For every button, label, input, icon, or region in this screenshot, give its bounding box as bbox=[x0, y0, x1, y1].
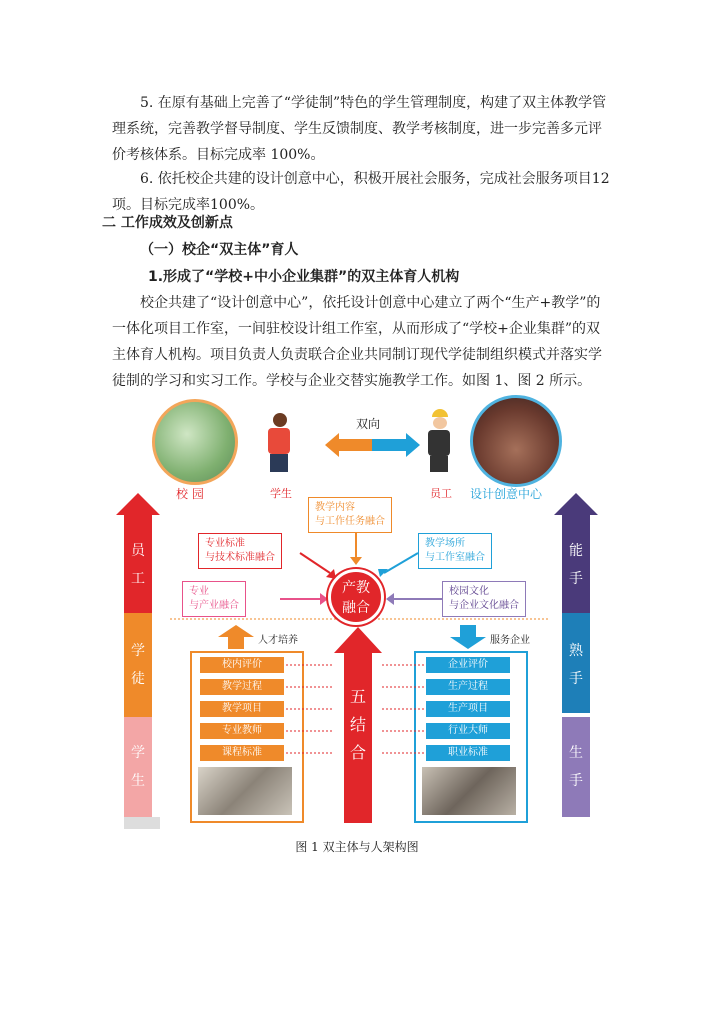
box-standard: 专业标准 与技术标准融合 bbox=[198, 533, 282, 569]
left-bar-text-1: 员 bbox=[131, 543, 145, 559]
talent-training-label: 人才培养 bbox=[258, 635, 298, 646]
architecture-figure bbox=[100, 393, 614, 833]
five-combine-text-3: 合 bbox=[349, 743, 366, 762]
figure-caption: 图 1 双主体与人架构图 bbox=[295, 840, 419, 854]
left-list-item-1: 校内评价 bbox=[200, 657, 284, 673]
heading-section-2: 二 工作成效及创新点 bbox=[102, 215, 233, 231]
box-place: 教学场所 与工作室融合 bbox=[418, 533, 492, 569]
five-combine-text-1: 五 bbox=[349, 687, 366, 706]
paragraph-6: 6. 依托校企共建的设计创意中心，积极开展社会服务，完成社会服务项目12项。目标完成率100%。 bbox=[112, 171, 610, 213]
box-teaching-content: 教学内容 与工作任务融合 bbox=[308, 497, 392, 533]
left-bar-text-5: 学 bbox=[131, 745, 145, 761]
right-bar-text-4: 手 bbox=[569, 671, 583, 687]
bidirectional-label: 双向 bbox=[356, 417, 381, 431]
right-bar-text-1: 能 bbox=[569, 543, 583, 559]
center-integration-circle: 产教 融合 bbox=[328, 569, 384, 625]
right-bar-text-2: 手 bbox=[569, 571, 583, 587]
left-list-item-3: 教学项目 bbox=[200, 701, 284, 717]
heading-subsection-1: （一）校企“双主体”育人 bbox=[140, 242, 299, 258]
left-bar-text-4: 徒 bbox=[131, 671, 145, 687]
paragraph-5: 5. 在原有基础上完善了“学徒制”特色的学生管理制度，构建了双主体教学管理系统，完善教学督导制度、学生反馈制度、教学考核制度，进一步完善多元评价考核体系。目标完成率 100%。 bbox=[112, 95, 607, 163]
right-list-item-2: 生产过程 bbox=[426, 679, 510, 695]
left-bar-text-6: 生 bbox=[131, 773, 145, 789]
right-list-item-4: 行业大师 bbox=[426, 723, 510, 739]
service-enterprise-label: 服务企业 bbox=[490, 635, 530, 646]
right-list-item-3: 生产项目 bbox=[426, 701, 510, 717]
right-list-item-5: 职业标准 bbox=[426, 745, 510, 761]
design-center-label: 设计创意中心 bbox=[470, 487, 543, 501]
left-list-item-4: 专业教师 bbox=[200, 723, 284, 739]
box-culture: 校园文化 与企业文化融合 bbox=[442, 581, 526, 617]
right-list-item-1: 企业评价 bbox=[426, 657, 510, 673]
right-bar-text-3: 熟 bbox=[569, 643, 583, 659]
heading-item-1: 1.形成了“学校+中小企业集群”的双主体育人机构 bbox=[148, 269, 460, 285]
employee-label: 员工 bbox=[430, 487, 452, 500]
student-label: 学生 bbox=[270, 487, 292, 500]
right-bar-text-5: 生 bbox=[569, 745, 583, 761]
left-list-item-2: 教学过程 bbox=[200, 679, 284, 695]
left-bar-text-2: 工 bbox=[131, 571, 145, 587]
campus-label: 校 园 bbox=[176, 487, 204, 501]
left-list-item-5: 课程标准 bbox=[200, 745, 284, 761]
left-bar-text-3: 学 bbox=[131, 643, 145, 659]
five-combine-text-2: 结 bbox=[349, 715, 366, 734]
box-major: 专业 与产业融合 bbox=[182, 581, 246, 617]
paragraph-body: 校企共建了“设计创意中心”，依托设计创意中心建立了两个“生产+教学”的一体化项目工作室，一间驻校设计组工作室，从而形成了“学校+企业集群”的双主体育人机构。项目负责人负责联合企业共同制订现代学徒制组织模式并落实学徒制的学习和实习工作。学校与企业交替实施教学工作。如图 1、图 2 所示。 bbox=[112, 295, 602, 389]
right-bar-text-6: 手 bbox=[569, 773, 583, 789]
